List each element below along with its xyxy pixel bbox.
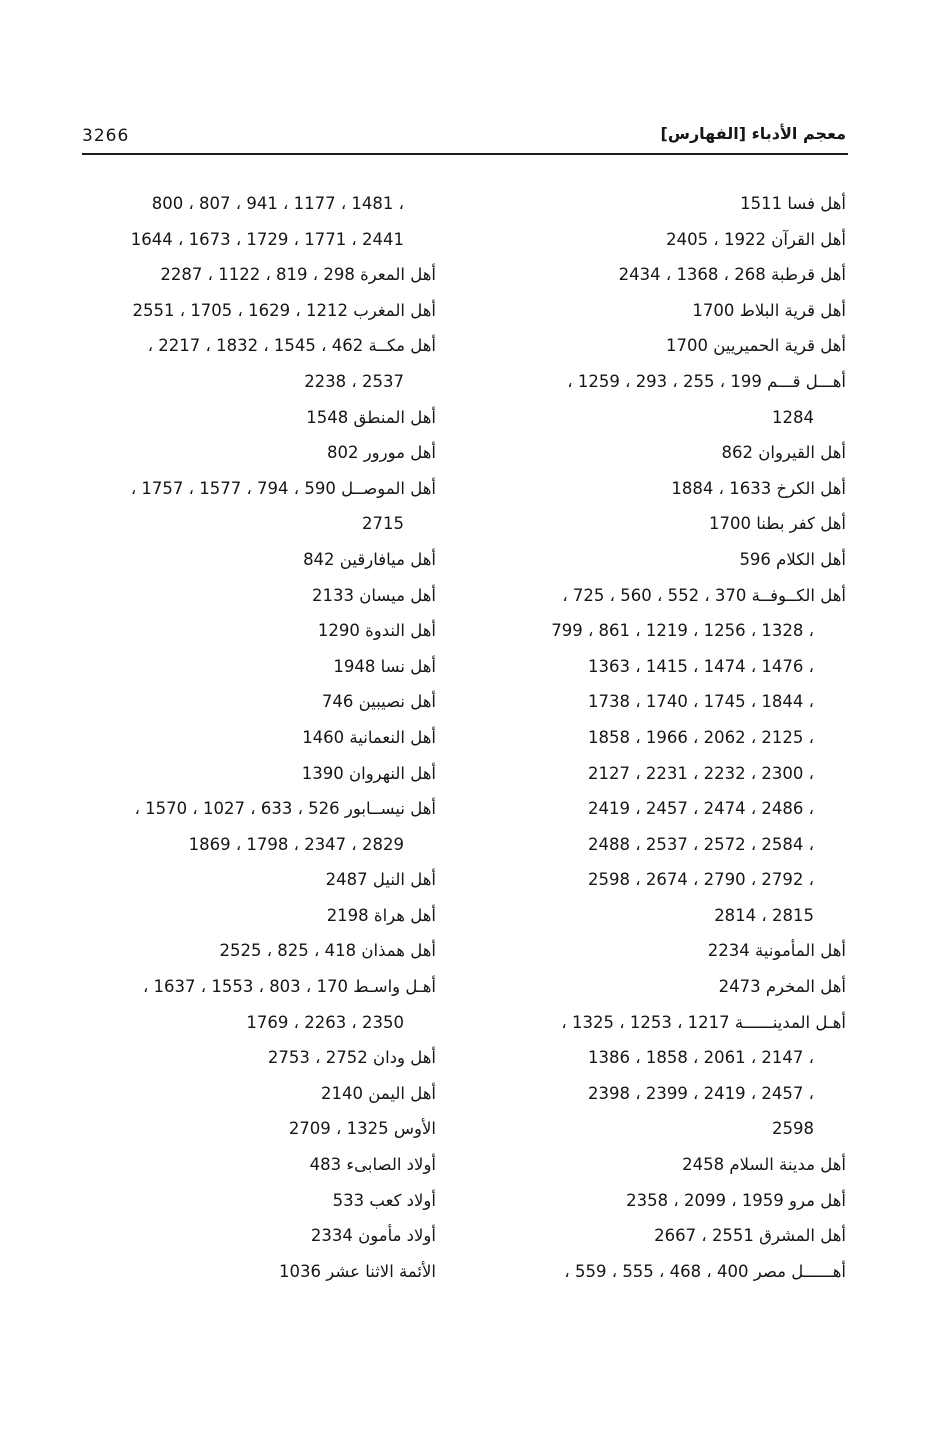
- index-entry: [492, 435, 846, 471]
- index-continuation-line: [82, 1005, 436, 1041]
- index-entry: [492, 328, 846, 364]
- index-entry-text: أولاد الصابىء 483: [309, 1155, 436, 1175]
- index-entry-text: أهل النيل 2487: [325, 870, 436, 890]
- index-entry-text: 2419 ، 2457 ، 2474 ، 2486 ،: [588, 799, 814, 819]
- index-entry-text: أهل هراة 2198: [326, 905, 436, 925]
- index-entry-text: 799 ، 861 ، 1219 ، 1256 ، 1328 ،: [551, 621, 814, 641]
- index-entry-text: أهل نيســابور 526 ، 633 ، 1027 ، 1570 ،: [134, 799, 436, 819]
- index-continuation-line: [82, 222, 436, 258]
- index-entry: [82, 684, 436, 720]
- index-entry-text: أهل مرو 1959 ، 2099 ، 2358: [626, 1190, 846, 1210]
- index-entry-text: 1644 ، 1673 ، 1729 ، 1771 ، 2441: [130, 229, 404, 249]
- index-continuation-line: [492, 649, 846, 685]
- index-entry-text: أهـل واسـط 170 ، 803 ، 1553 ، 1637 ،: [142, 977, 436, 997]
- index-entry-text: الأئمة الاثنا عشر 1036: [279, 1261, 436, 1281]
- index-column-left: [82, 186, 436, 1289]
- index-entry-text: أهل مورور 802: [326, 443, 436, 463]
- index-entry-text: أهل قرية الحميريين 1700: [666, 336, 846, 356]
- index-entry-text: أهل مكــة 462 ، 1545 ، 1832 ، 2217 ،: [147, 336, 436, 356]
- index-entry: [492, 969, 846, 1005]
- index-entry: [492, 293, 846, 329]
- index-entry-text: 2598 ، 2674 ، 2790 ، 2792 ،: [588, 870, 814, 890]
- index-entry-text: أهل النعمانية 1460: [302, 727, 436, 747]
- index-entry: [82, 1254, 436, 1290]
- index-continuation-line: [492, 898, 846, 934]
- index-entry-text: أهل المخرم 2473: [718, 977, 846, 997]
- index-entry: [492, 1218, 846, 1254]
- index-entry: [82, 933, 436, 969]
- index-entry-text: أهل كفر بطنا 1700: [709, 514, 846, 534]
- index-continuation-line: [492, 1076, 846, 1112]
- index-entry: [492, 933, 846, 969]
- index-entry: [82, 257, 436, 293]
- index-entry: [82, 578, 436, 614]
- index-entry: [492, 222, 846, 258]
- index-entry: [82, 862, 436, 898]
- index-entry: [492, 471, 846, 507]
- index-entry: [492, 542, 846, 578]
- index-entry: [82, 898, 436, 934]
- index-entry-text: أهل المعرة 298 ، 819 ، 1122 ، 2287: [160, 265, 436, 285]
- index-entry-text: أهل المنطق 1548: [306, 407, 436, 427]
- index-continuation-line: [492, 720, 846, 756]
- index-continuation-line: [492, 684, 846, 720]
- index-entry-text: أهــــــل مصر 400 ، 468 ، 555 ، 559 ،: [564, 1261, 846, 1281]
- index-continuation-line: [82, 186, 436, 222]
- index-continuation-line: [492, 827, 846, 863]
- index-entry-text: أهل نسا 1948: [333, 656, 436, 676]
- index-entry-text: أهل نصيبين 746: [321, 692, 436, 712]
- index-entry: [492, 186, 846, 222]
- index-entry-text: أهل قرية البلاط 1700: [692, 300, 846, 320]
- index-entry-text: أهل ودان 2752 ، 2753: [267, 1048, 436, 1068]
- index-entry: [492, 257, 846, 293]
- index-entry: [82, 756, 436, 792]
- index-entry: [492, 364, 846, 400]
- index-entry-text: 2598: [772, 1119, 814, 1139]
- index-entry-text: أهل النهروان 1390: [301, 763, 436, 783]
- index-entry-text: أولاد مأمون 2334: [310, 1226, 436, 1246]
- index-entry: [82, 649, 436, 685]
- index-entry: [82, 1111, 436, 1147]
- index-entry: [82, 1183, 436, 1219]
- index-entry-text: أهل اليمن 2140: [321, 1083, 436, 1103]
- index-entry: [82, 1040, 436, 1076]
- index-entry: [492, 1254, 846, 1290]
- index-entry-text: الأوس 1325 ، 2709: [288, 1119, 436, 1139]
- index-entry-text: أهل الموصــل 590 ، 794 ، 1577 ، 1757 ،: [130, 478, 436, 498]
- index-entry-text: أهل همذان 418 ، 825 ، 2525: [219, 941, 436, 961]
- index-entry-text: 1769 ، 2263 ، 2350: [246, 1012, 404, 1032]
- index-entry: [82, 969, 436, 1005]
- index-entry: [82, 471, 436, 507]
- index-entry-text: أهل الكلام 596: [739, 549, 846, 569]
- index-entry-text: أهل القرآن 1922 ، 2405: [666, 229, 846, 249]
- index-entry-text: 1858 ، 1966 ، 2062 ، 2125 ،: [588, 727, 814, 747]
- index-continuation-line: [492, 400, 846, 436]
- running-title: معجم الأدباء [الفهارس]: [660, 124, 846, 143]
- index-entry: [82, 435, 436, 471]
- index-entry: [82, 1218, 436, 1254]
- index-entry-text: أهل المشرق 2551 ، 2667: [654, 1226, 846, 1246]
- index-continuation-line: [82, 364, 436, 400]
- index-entry-text: 1284: [772, 407, 814, 427]
- index-continuation-line: [492, 613, 846, 649]
- header-rule: [82, 153, 848, 155]
- index-entry-text: 2238 ، 2537: [304, 371, 404, 391]
- index-entry: [82, 613, 436, 649]
- index-entry-text: أهـــل قـــم 199 ، 255 ، 293 ، 1259 ،: [567, 371, 846, 391]
- index-entry-text: أهل الكرخ 1633 ، 1884: [671, 478, 846, 498]
- index-entry-text: أهل الندوة 1290: [317, 621, 436, 641]
- page-number: 3266: [82, 126, 130, 146]
- index-entry: [492, 1147, 846, 1183]
- index-continuation-line: [82, 506, 436, 542]
- index-column-right: [492, 186, 846, 1289]
- index-continuation-line: [492, 862, 846, 898]
- index-continuation-line: [492, 791, 846, 827]
- index-continuation-line: [82, 827, 436, 863]
- index-entry-text: أهل المأمونية 2234: [707, 941, 846, 961]
- index-entry-text: 2488 ، 2537 ، 2572 ، 2584 ،: [588, 834, 814, 854]
- index-entry-text: أهل الكــوفــة 370 ، 552 ، 560 ، 725 ،: [562, 585, 846, 605]
- index-entry: [492, 578, 846, 614]
- index-entry: [82, 293, 436, 329]
- index-entry-text: 2814 ، 2815: [714, 905, 814, 925]
- index-entry: [492, 1005, 846, 1041]
- index-entry-text: أهل قرطبة 268 ، 1368 ، 2434: [618, 265, 846, 285]
- index-entry-text: 2715: [362, 514, 404, 534]
- index-entry: [82, 400, 436, 436]
- index-entry: [82, 542, 436, 578]
- index-entry-text: أهل مدينة السلام 2458: [682, 1155, 846, 1175]
- index-entry: [492, 506, 846, 542]
- index-entry-text: 1363 ، 1415 ، 1474 ، 1476 ،: [588, 656, 814, 676]
- index-entry-text: أهل فسا 1511: [740, 194, 846, 213]
- index-entry: [82, 720, 436, 756]
- index-entry-text: 800 ، 807 ، 941 ، 1177 ، 1481 ،: [151, 194, 404, 213]
- index-entry-text: 1386 ، 1858 ، 2061 ، 2147 ،: [588, 1048, 814, 1068]
- index-entry: [82, 791, 436, 827]
- index-entry: [82, 1076, 436, 1112]
- index-entry-text: أهل ميسان 2133: [312, 585, 436, 605]
- index-continuation-line: [492, 1111, 846, 1147]
- index-entry-text: أولاد كعب 533: [332, 1190, 436, 1210]
- index-entry-text: أهل ميافارقين 842: [303, 549, 436, 569]
- index-entry: [82, 1147, 436, 1183]
- index-entry-text: أهـل المدينــــــة 1217 ، 1253 ، 1325 ،: [561, 1012, 846, 1032]
- index-entry: [82, 328, 436, 364]
- index-entry-text: 1869 ، 1798 ، 2347 ، 2829: [188, 834, 404, 854]
- index-entry-text: 1738 ، 1740 ، 1745 ، 1844 ،: [588, 692, 814, 712]
- index-entry-text: أهل القيروان 862: [721, 443, 846, 463]
- index-continuation-line: [492, 756, 846, 792]
- index-entry-text: 2127 ، 2231 ، 2232 ، 2300 ،: [588, 763, 814, 783]
- index-entry-text: أهل المغرب 1212 ، 1629 ، 1705 ، 2551: [132, 300, 436, 320]
- index-entry: [492, 1183, 846, 1219]
- index-entry-text: 2398 ، 2399 ، 2419 ، 2457 ،: [588, 1083, 814, 1103]
- index-continuation-line: [492, 1040, 846, 1076]
